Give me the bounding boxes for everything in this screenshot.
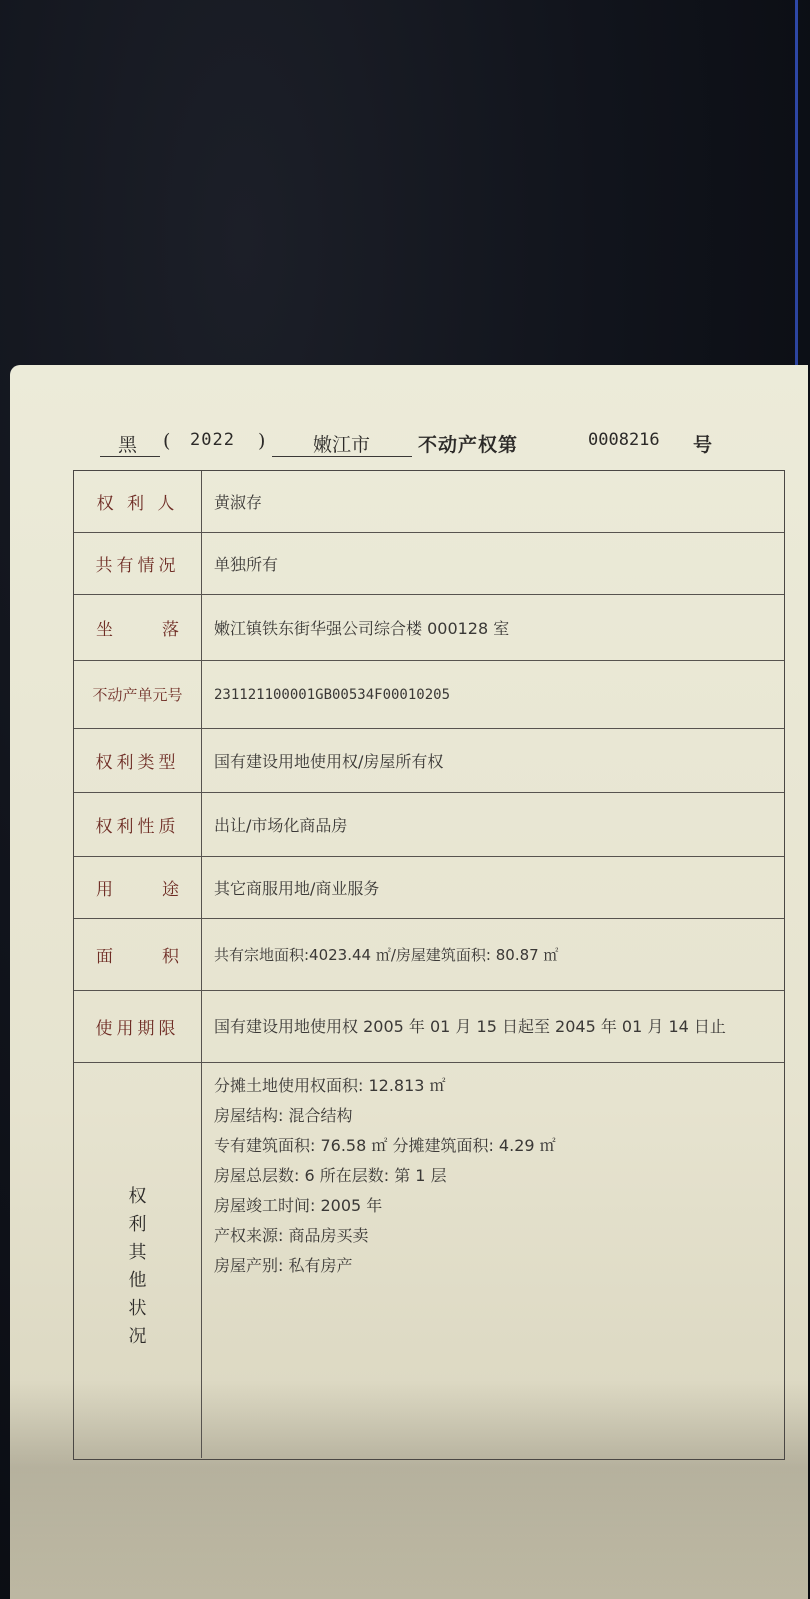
- row-label-char: 积: [162, 947, 179, 967]
- header-underline-city: [272, 456, 412, 457]
- other-line: 专有建筑面积: 76.58 ㎡ 分摊建筑面积: 4.29 ㎡: [214, 1136, 556, 1155]
- row-label-char: 落: [162, 620, 179, 640]
- row-value: 共有宗地面积:4023.44 ㎡/房屋建筑面积: 80.87 ㎡: [214, 946, 559, 964]
- row-label: 权 利 人: [74, 471, 202, 532]
- other-line: 产权来源: 商品房买卖: [214, 1226, 369, 1245]
- row-label: 使用期限: [74, 991, 202, 1062]
- row-value: 黄淑存: [214, 493, 263, 512]
- header-number: 0008216: [588, 430, 660, 450]
- table-row: [74, 857, 784, 919]
- header-underline-province: [100, 456, 160, 457]
- header-close-paren: ): [258, 430, 266, 452]
- header-province: 黑: [118, 434, 138, 456]
- table-row: [74, 595, 784, 661]
- row-label-char: 坐: [96, 620, 113, 640]
- row-label: 共有情况: [74, 533, 202, 594]
- row-value: 单独所有: [214, 555, 279, 574]
- table-row: [74, 661, 784, 729]
- row-value: 国有建设用地使用权 2005 年 01 月 15 日起至 2045 年 01 月 14 日止: [214, 1016, 726, 1036]
- other-line: 房屋竣工时间: 2005 年: [214, 1196, 383, 1215]
- row-value: 嫩江镇铁东街华强公司综合楼 000128 室: [214, 619, 510, 638]
- table-row: [74, 533, 784, 595]
- row-label: 权利性质: [74, 793, 202, 856]
- row-label: [74, 919, 202, 990]
- property-table: [73, 470, 785, 1460]
- row-value: 231121100001GB00534F00010205: [214, 686, 451, 703]
- table-row: [74, 991, 784, 1063]
- row-value: 国有建设用地使用权/房屋所有权: [214, 752, 444, 771]
- other-label: 权利其他状况: [128, 1186, 147, 1347]
- other-line: 房屋结构: 混合结构: [214, 1106, 353, 1125]
- row-label: 权利类型: [74, 729, 202, 792]
- header-open-paren: (: [163, 430, 171, 452]
- table-row-other: [74, 1063, 784, 1458]
- row-label: [74, 595, 202, 660]
- table-row: [74, 471, 784, 533]
- other-line: 房屋产别: 私有房产: [214, 1256, 353, 1275]
- row-label-char: 途: [162, 880, 179, 900]
- header-suffix: 号: [693, 434, 713, 456]
- other-line: 分摊土地使用权面积: 12.813 ㎡: [214, 1076, 446, 1095]
- other-line: 房屋总层数: 6 所在层数: 第 1 层: [214, 1166, 447, 1185]
- row-label: [74, 857, 202, 918]
- row-label-char: 用: [96, 880, 113, 900]
- header-year: 2022: [190, 430, 235, 450]
- table-row: [74, 919, 784, 991]
- row-label: 不动产单元号: [74, 661, 202, 728]
- header-title: 不动产权第: [418, 434, 519, 456]
- other-label-cell: [74, 1063, 202, 1458]
- row-value: 出让/市场化商品房: [214, 816, 348, 835]
- row-value: 其它商服用地/商业服务: [214, 879, 380, 898]
- table-row: [74, 729, 784, 793]
- table-row: [74, 793, 784, 857]
- row-label-char: 面: [96, 947, 113, 967]
- other-status-lines: [214, 1071, 774, 1281]
- header-city: 嫩江市: [313, 434, 371, 456]
